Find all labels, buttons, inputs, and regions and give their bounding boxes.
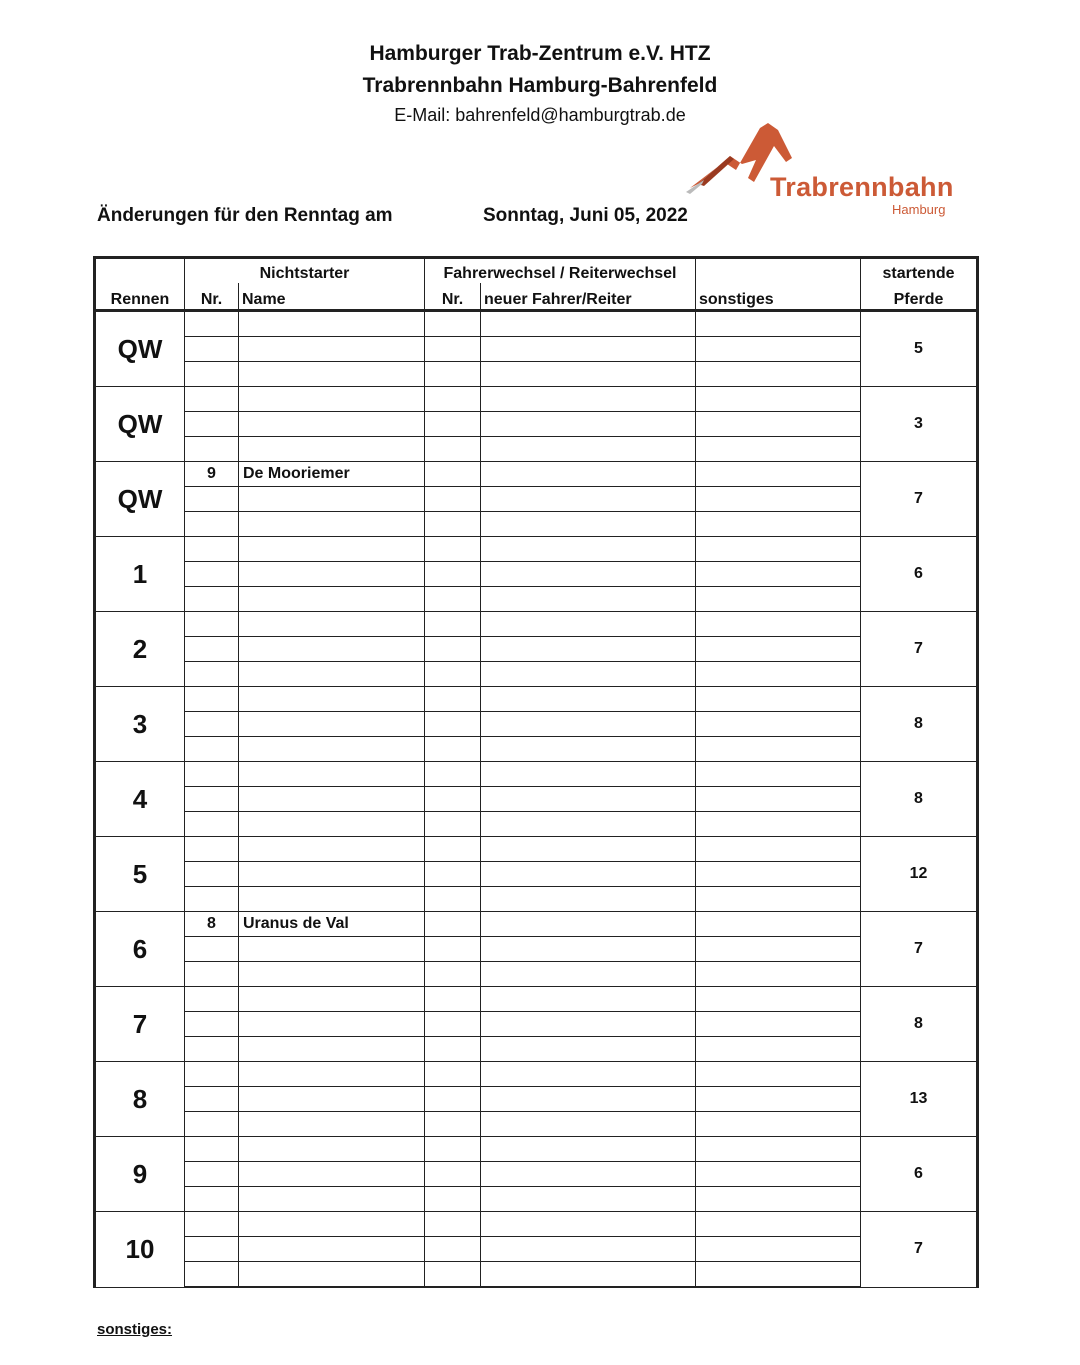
driver-nr — [425, 1037, 481, 1062]
header-other: sonstiges — [696, 283, 861, 311]
other — [696, 712, 861, 737]
driver-nr — [425, 1137, 481, 1162]
table-row — [95, 862, 978, 887]
new-driver — [481, 387, 696, 412]
table-row — [95, 887, 978, 912]
race-number: QW — [95, 462, 185, 537]
nonstarter-nr — [185, 1212, 239, 1237]
nonstarter-name — [239, 437, 425, 462]
driver-nr — [425, 1012, 481, 1037]
driver-nr — [425, 487, 481, 512]
nonstarter-nr — [185, 337, 239, 362]
header-race: Rennen — [95, 283, 185, 311]
starting-horses: 8 — [861, 762, 978, 837]
driver-nr — [425, 837, 481, 862]
table-row — [95, 1212, 978, 1237]
nonstarter-nr — [185, 712, 239, 737]
starting-horses: 7 — [861, 612, 978, 687]
table-row — [95, 1012, 978, 1037]
table-row — [95, 412, 978, 437]
driver-nr — [425, 987, 481, 1012]
header-starting-line1: startende — [861, 258, 978, 284]
race-number: 2 — [95, 612, 185, 687]
race-number: 3 — [95, 687, 185, 762]
other — [696, 1237, 861, 1262]
other — [696, 537, 861, 562]
nonstarter-name — [239, 612, 425, 637]
race-number: 6 — [95, 912, 185, 987]
nonstarter-nr — [185, 1162, 239, 1187]
driver-nr — [425, 812, 481, 837]
table-row — [95, 1087, 978, 1112]
driver-nr — [425, 562, 481, 587]
driver-nr — [425, 587, 481, 612]
table-row — [95, 337, 978, 362]
other — [696, 1212, 861, 1237]
driver-nr — [425, 937, 481, 962]
other — [696, 762, 861, 787]
new-driver — [481, 412, 696, 437]
nonstarter-name — [239, 1037, 425, 1062]
nonstarter-nr — [185, 1262, 239, 1288]
nonstarter-nr — [185, 1087, 239, 1112]
starting-horses: 7 — [861, 912, 978, 987]
nonstarter-nr — [185, 962, 239, 987]
nonstarter-nr — [185, 1012, 239, 1037]
table-row — [95, 1262, 978, 1288]
driver-nr — [425, 412, 481, 437]
driver-nr — [425, 1212, 481, 1237]
new-driver — [481, 462, 696, 487]
table-row — [95, 612, 978, 637]
driver-nr — [425, 787, 481, 812]
logo-wordmark: Trabrennbahn — [770, 172, 954, 202]
header-starting-horses: Pferde — [861, 283, 978, 311]
nonstarter-name — [239, 662, 425, 687]
nonstarter-nr — [185, 1237, 239, 1262]
nonstarter-name — [239, 1087, 425, 1112]
new-driver — [481, 837, 696, 862]
starting-horses: 8 — [861, 687, 978, 762]
nonstarter-name — [239, 537, 425, 562]
nonstarter-nr — [185, 1187, 239, 1212]
other — [696, 637, 861, 662]
nonstarter-nr — [185, 362, 239, 387]
other — [696, 887, 861, 912]
email-line: E-Mail: bahrenfeld@hamburgtrab.de — [394, 105, 686, 125]
new-driver — [481, 1237, 696, 1262]
new-driver — [481, 1137, 696, 1162]
nonstarter-name — [239, 937, 425, 962]
starting-horses: 13 — [861, 1062, 978, 1137]
other — [696, 487, 861, 512]
header-driver-change-group: Fahrerwechsel / Reiterwechsel — [425, 258, 696, 284]
nonstarter-nr — [185, 862, 239, 887]
driver-nr — [425, 862, 481, 887]
race-number: 10 — [95, 1212, 185, 1288]
other — [696, 1137, 861, 1162]
driver-nr — [425, 1087, 481, 1112]
driver-nr — [425, 512, 481, 537]
nonstarter-nr — [185, 662, 239, 687]
new-driver — [481, 537, 696, 562]
driver-nr — [425, 962, 481, 987]
other — [696, 962, 861, 987]
new-driver — [481, 362, 696, 387]
driver-nr — [425, 1162, 481, 1187]
nonstarter-nr — [185, 1037, 239, 1062]
table-row — [95, 311, 978, 337]
table-row — [95, 762, 978, 787]
nonstarter-name — [239, 987, 425, 1012]
other — [696, 387, 861, 412]
other — [696, 587, 861, 612]
nonstarter-name — [239, 762, 425, 787]
driver-nr — [425, 637, 481, 662]
starting-horses: 12 — [861, 837, 978, 912]
other — [696, 987, 861, 1012]
nonstarter-name — [239, 311, 425, 337]
other — [696, 787, 861, 812]
starting-horses: 6 — [861, 537, 978, 612]
nonstarter-name — [239, 1137, 425, 1162]
changes-table — [93, 256, 979, 1288]
starting-horses: 3 — [861, 387, 978, 462]
table-row — [95, 812, 978, 837]
other — [696, 1112, 861, 1137]
table-row — [95, 537, 978, 562]
nonstarter-name — [239, 587, 425, 612]
driver-nr — [425, 537, 481, 562]
nonstarter-nr — [185, 587, 239, 612]
new-driver — [481, 1112, 696, 1137]
table-row — [95, 637, 978, 662]
nonstarter-nr — [185, 812, 239, 837]
new-driver — [481, 687, 696, 712]
new-driver — [481, 662, 696, 687]
other — [696, 1037, 861, 1062]
header-race-top — [95, 258, 185, 284]
nonstarter-name — [239, 487, 425, 512]
footer-other-label: sonstiges: — [97, 1321, 173, 1338]
nonstarter-name — [239, 1237, 425, 1262]
nonstarter-nr — [185, 387, 239, 412]
nonstarter-name — [239, 862, 425, 887]
nonstarter-nr — [185, 887, 239, 912]
nonstarter-name: De Mooriemer — [239, 462, 425, 487]
nonstarter-nr — [185, 562, 239, 587]
new-driver — [481, 337, 696, 362]
table-row — [95, 712, 978, 737]
table-row — [95, 1187, 978, 1212]
new-driver — [481, 987, 696, 1012]
other — [696, 612, 861, 637]
new-driver — [481, 912, 696, 937]
other — [696, 337, 861, 362]
race-number: 8 — [95, 1062, 185, 1137]
nonstarter-name — [239, 1212, 425, 1237]
nonstarter-nr — [185, 762, 239, 787]
other — [696, 737, 861, 762]
nonstarter-name — [239, 1187, 425, 1212]
driver-nr — [425, 387, 481, 412]
header-nonstarter-name: Name — [239, 283, 425, 311]
driver-nr — [425, 737, 481, 762]
new-driver — [481, 637, 696, 662]
nonstarter-nr — [185, 687, 239, 712]
race-number: 9 — [95, 1137, 185, 1212]
driver-nr — [425, 762, 481, 787]
nonstarter-nr — [185, 412, 239, 437]
nonstarter-name — [239, 362, 425, 387]
new-driver — [481, 812, 696, 837]
nonstarter-nr: 8 — [185, 912, 239, 937]
driver-nr — [425, 337, 481, 362]
header-nonstarter-group: Nichtstarter — [185, 258, 425, 284]
nonstarter-nr — [185, 487, 239, 512]
new-driver — [481, 1212, 696, 1237]
other — [696, 912, 861, 937]
nonstarter-name — [239, 1262, 425, 1288]
logo-subtitle: Hamburg — [892, 202, 946, 217]
venue-title: Trabrennbahn Hamburg-Bahrenfeld — [362, 74, 718, 97]
other — [696, 1062, 861, 1087]
table-row — [95, 1137, 978, 1162]
nonstarter-nr — [185, 787, 239, 812]
other — [696, 1262, 861, 1288]
nonstarter-name — [239, 1062, 425, 1087]
nonstarter-nr — [185, 737, 239, 762]
starting-horses: 8 — [861, 987, 978, 1062]
nonstarter-name — [239, 737, 425, 762]
new-driver — [481, 887, 696, 912]
race-date: Sonntag, Juni 05, 2022 — [483, 205, 688, 226]
other — [696, 462, 861, 487]
nonstarter-nr — [185, 311, 239, 337]
nonstarter-name — [239, 637, 425, 662]
driver-nr — [425, 712, 481, 737]
other — [696, 512, 861, 537]
table-row — [95, 962, 978, 987]
nonstarter-name — [239, 812, 425, 837]
race-number: QW — [95, 387, 185, 462]
nonstarter-nr — [185, 937, 239, 962]
nonstarter-name — [239, 837, 425, 862]
new-driver — [481, 712, 696, 737]
race-number: 1 — [95, 537, 185, 612]
nonstarter-nr: 9 — [185, 462, 239, 487]
nonstarter-nr — [185, 1137, 239, 1162]
new-driver — [481, 487, 696, 512]
driver-nr — [425, 1187, 481, 1212]
driver-nr — [425, 437, 481, 462]
table-row — [95, 512, 978, 537]
other — [696, 362, 861, 387]
table-row — [95, 937, 978, 962]
other — [696, 1187, 861, 1212]
new-driver — [481, 1187, 696, 1212]
new-driver — [481, 1062, 696, 1087]
other — [696, 687, 861, 712]
new-driver — [481, 937, 696, 962]
table-row — [95, 662, 978, 687]
nonstarter-name — [239, 412, 425, 437]
table-row — [95, 837, 978, 862]
organization-title: Hamburger Trab-Zentrum e.V. HTZ — [369, 42, 711, 65]
nonstarter-nr — [185, 1062, 239, 1087]
starting-horses: 6 — [861, 1137, 978, 1212]
other — [696, 562, 861, 587]
new-driver — [481, 862, 696, 887]
other — [696, 311, 861, 337]
nonstarter-name — [239, 687, 425, 712]
driver-nr — [425, 362, 481, 387]
nonstarter-name — [239, 712, 425, 737]
driver-nr — [425, 612, 481, 637]
table-row — [95, 687, 978, 712]
driver-nr — [425, 887, 481, 912]
nonstarter-nr — [185, 437, 239, 462]
race-number: QW — [95, 311, 185, 387]
race-number: 7 — [95, 987, 185, 1062]
nonstarter-nr — [185, 637, 239, 662]
other — [696, 1087, 861, 1112]
new-driver — [481, 1162, 696, 1187]
nonstarter-name — [239, 1012, 425, 1037]
nonstarter-nr — [185, 537, 239, 562]
changes-label: Änderungen für den Renntag am — [97, 205, 393, 226]
race-number: 4 — [95, 762, 185, 837]
table-row — [95, 1037, 978, 1062]
new-driver — [481, 1012, 696, 1037]
table-row — [95, 562, 978, 587]
nonstarter-name — [239, 337, 425, 362]
header-other-top — [696, 258, 861, 284]
other — [696, 1012, 861, 1037]
other — [696, 837, 861, 862]
nonstarter-nr — [185, 512, 239, 537]
new-driver — [481, 762, 696, 787]
nonstarter-nr — [185, 837, 239, 862]
driver-nr — [425, 311, 481, 337]
new-driver — [481, 737, 696, 762]
nonstarter-name — [239, 1162, 425, 1187]
new-driver — [481, 562, 696, 587]
other — [696, 1162, 861, 1187]
new-driver — [481, 311, 696, 337]
nonstarter-name — [239, 1112, 425, 1137]
driver-nr — [425, 687, 481, 712]
nonstarter-name — [239, 562, 425, 587]
starting-horses: 7 — [861, 1212, 978, 1288]
driver-nr — [425, 462, 481, 487]
header-new-driver: neuer Fahrer/Reiter — [481, 283, 696, 311]
starting-horses: 5 — [861, 311, 978, 387]
nonstarter-name: Uranus de Val — [239, 912, 425, 937]
table-row — [95, 737, 978, 762]
trabrennbahn-logo — [684, 120, 974, 225]
table-row — [95, 912, 978, 937]
driver-nr — [425, 1062, 481, 1087]
driver-nr — [425, 1262, 481, 1288]
table-row — [95, 387, 978, 412]
race-number: 5 — [95, 837, 185, 912]
table-row — [95, 1162, 978, 1187]
other — [696, 662, 861, 687]
other — [696, 937, 861, 962]
table-row — [95, 987, 978, 1012]
table-row — [95, 587, 978, 612]
new-driver — [481, 1087, 696, 1112]
header-nonstarter-nr: Nr. — [185, 283, 239, 311]
new-driver — [481, 612, 696, 637]
table-row — [95, 1112, 978, 1137]
nonstarter-nr — [185, 612, 239, 637]
new-driver — [481, 962, 696, 987]
new-driver — [481, 1037, 696, 1062]
other — [696, 812, 861, 837]
table-row — [95, 437, 978, 462]
table-row — [95, 487, 978, 512]
nonstarter-name — [239, 887, 425, 912]
header-driver-nr: Nr. — [425, 283, 481, 311]
new-driver — [481, 1262, 696, 1288]
starting-horses: 7 — [861, 462, 978, 537]
other — [696, 862, 861, 887]
nonstarter-name — [239, 787, 425, 812]
nonstarter-name — [239, 962, 425, 987]
new-driver — [481, 437, 696, 462]
nonstarter-name — [239, 387, 425, 412]
new-driver — [481, 587, 696, 612]
nonstarter-name — [239, 512, 425, 537]
table-row — [95, 787, 978, 812]
table-row — [95, 1062, 978, 1087]
nonstarter-nr — [185, 987, 239, 1012]
other — [696, 437, 861, 462]
nonstarter-nr — [185, 1112, 239, 1137]
driver-nr — [425, 662, 481, 687]
driver-nr — [425, 1237, 481, 1262]
driver-nr — [425, 1112, 481, 1137]
race-rows — [95, 311, 978, 1288]
table-row — [95, 362, 978, 387]
table-row — [95, 462, 978, 487]
driver-nr — [425, 912, 481, 937]
new-driver — [481, 787, 696, 812]
table-row — [95, 1237, 978, 1262]
new-driver — [481, 512, 696, 537]
other — [696, 412, 861, 437]
